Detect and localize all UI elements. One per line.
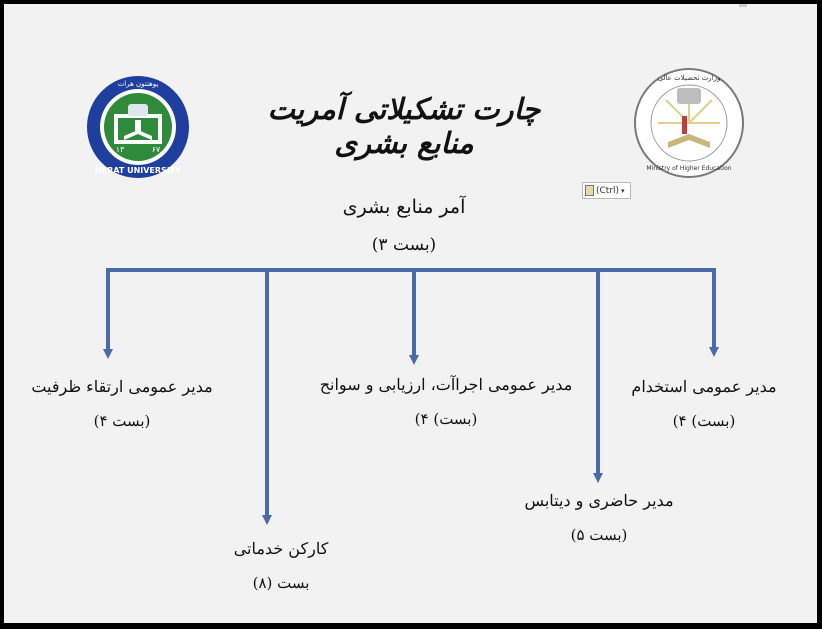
org-node-service-staff-grade: بست (۸) bbox=[252, 574, 310, 592]
org-node-capacity bbox=[22, 376, 222, 432]
logo-left-arabic: پوهنتون هرات bbox=[117, 80, 159, 88]
org-node-head-name: آمر منابع بشری bbox=[342, 196, 466, 218]
logo-right-arabic: وزارت تحصیلات عالی bbox=[657, 74, 721, 82]
logo-left-caption: HERAT UNIVERSITY bbox=[94, 166, 182, 175]
org-node-procedures bbox=[306, 374, 586, 430]
slide bbox=[4, 4, 817, 623]
chevron-down-icon: ▾ bbox=[621, 186, 625, 195]
logo-left-number-1: ۱۳ bbox=[115, 145, 125, 154]
paste-options-label: (Ctrl) bbox=[596, 185, 620, 196]
org-node-capacity-name: مدیر عمومی ارتقاء ظرفیت bbox=[31, 377, 213, 396]
org-node-attendance-grade: (بست ۵) bbox=[570, 526, 628, 544]
logo-left-number-2: ۶۷ bbox=[151, 145, 161, 154]
org-node-head bbox=[324, 196, 484, 256]
org-connectors bbox=[4, 4, 817, 623]
org-node-head-grade: (بست ۳) bbox=[371, 235, 437, 255]
org-node-attendance-name: مدیر حاضری و دیتابس bbox=[524, 491, 674, 510]
org-node-recruitment-name: مدیر عمومی استخدام bbox=[631, 377, 777, 396]
org-node-procedures-grade: (بست) ۴) bbox=[414, 410, 478, 428]
org-node-procedures-name: مدیر عمومی اجراآت، ارزیابی و سوانح bbox=[319, 375, 573, 394]
org-node-service-staff-name: کارکن خدماتی bbox=[233, 539, 329, 558]
org-node-recruitment-grade: (بست) ۴) bbox=[672, 412, 736, 430]
org-node-service-staff bbox=[216, 538, 346, 594]
org-node-recruitment bbox=[624, 376, 784, 432]
page-title: چارت تشکیلاتی آمریت منابع بشری bbox=[267, 92, 541, 160]
logo-right-caption: Ministry of Higher Education bbox=[646, 165, 732, 172]
org-node-capacity-grade: (بست ۴) bbox=[93, 412, 151, 430]
org-node-attendance bbox=[514, 490, 684, 546]
